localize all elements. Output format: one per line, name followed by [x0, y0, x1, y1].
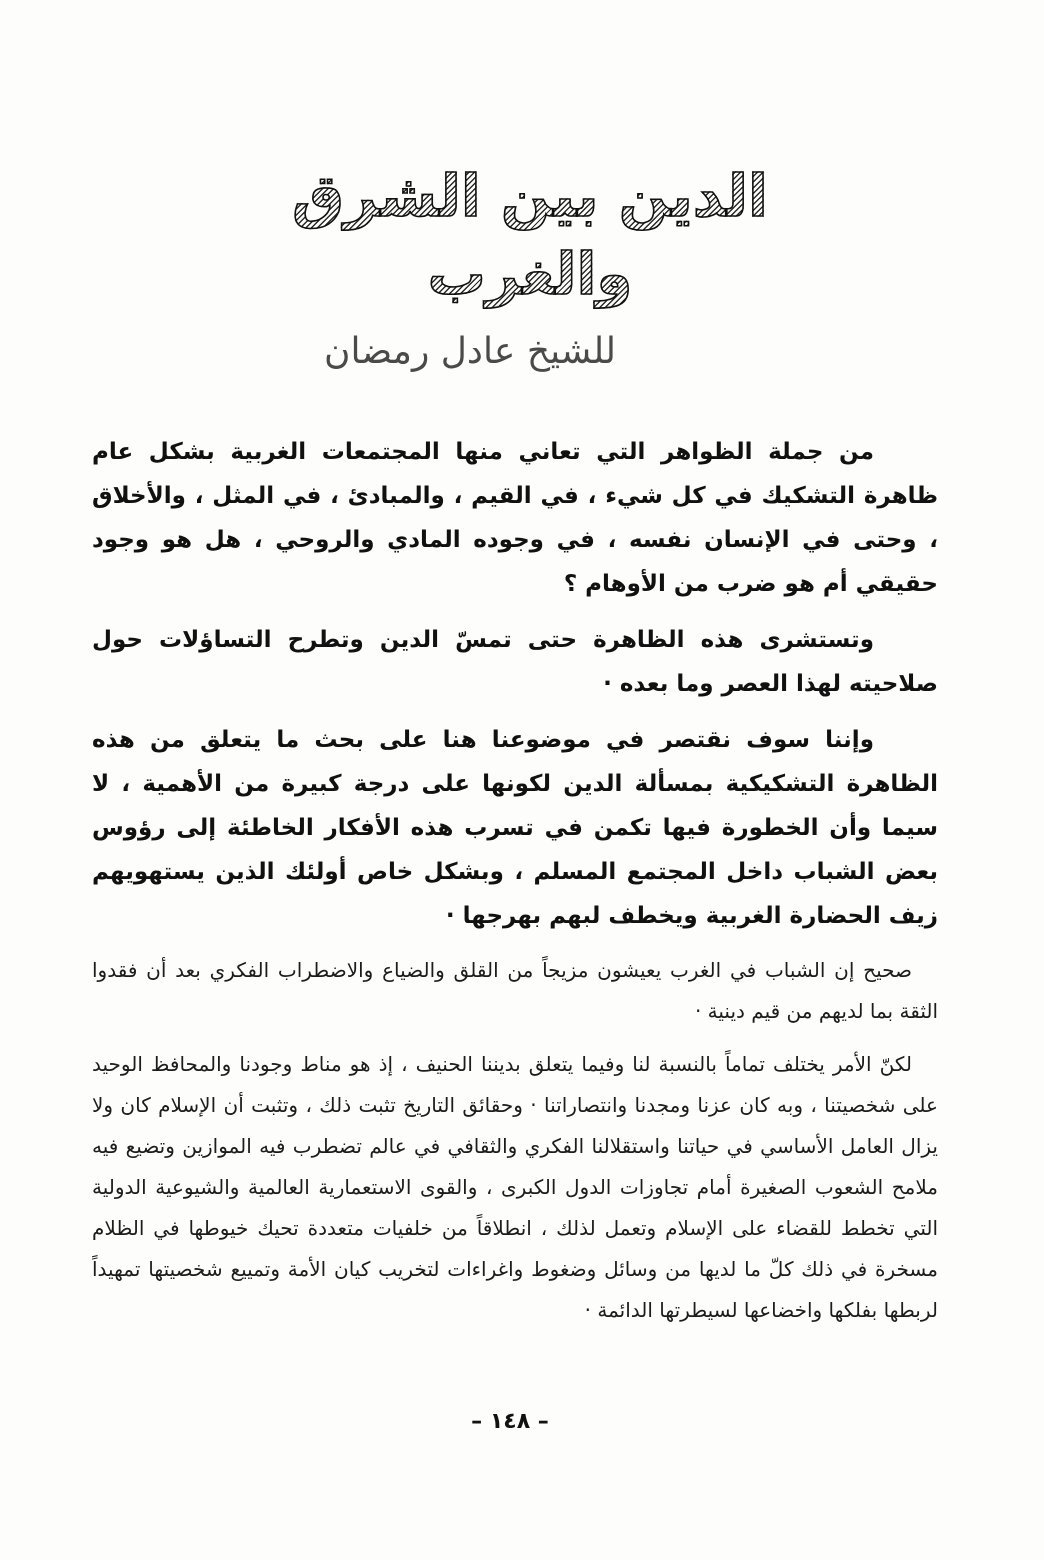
author-line: للشيخ عادل رمضان: [324, 331, 616, 372]
paragraph-4: صحيح إن الشباب في الغرب يعيشون مزيجاً من القلق والضياع والاضطراب الفكري بعد أن فقدوا الثقة بما لديهم من قيم دينية ·: [92, 958, 938, 1023]
article-title: الدين بين الشرق والغرب: [230, 150, 830, 320]
paragraph-5: لكنّ الأمر يختلف تماماً بالنسبة لنا وفيما يتعلق بديننا الحنيف ، إذ هو مناط وجودنا والمحافظ الوحيد على شخصيتنا ، وبه كان عزنا ومجدنا وانتصاراتنا · وحقائق التاريخ تثبت ذلك ، وتثبت أن الإسلام كان ولا يزال العامل الأساسي في حياتنا واستقلالنا الفكري والثقافي في عالم تضطرب فيه الموازين وتضيع فيه ملامح الشعوب الصغيرة أمام تجاوزات الدول الكبرى ، والقوى الاستعمارية العالمية والشيوعية الدولية التي تخطط للقضاء على الإسلام وتعمل لذلك ، انطلاقاً من خلفيات متعددة تحيك خيوطها في الظلام مسخرة في ذلك كلّ ما لديها من وسائل وضغوط واغراءات لتخريب كيان الأمة وتمييع شخصيتها تمهيداً لربطها بفلكها واخضاعها لسيطرتها الدائمة ·: [92, 1052, 938, 1322]
page-number: – ١٤٨ –: [471, 1409, 549, 1434]
paragraph-3: وإننا سوف نقتصر في موضوعنا هنا على بحث ما يتعلق من هذه الظاهرة التشكيكية بمسألة الدين لكونها على درجة كبيرة من الأهمية ، لا سيما وأن الخطورة فيها تكمن في تسرب هذه الأفكار الخاطئة إلى رؤوس بعض الشباب داخل المجتمع المسلم ، وبشكل خاص أولئك الذين يستهويهم زيف الحضارة الغربية ويخطف لبهم بهرجها ·: [92, 727, 938, 929]
paragraph-1: من جملة الظواهر التي تعاني منها المجتمعات الغربية بشكل عام ظاهرة التشكيك في كل شيء ، في القيم ، والمبادئ ، في المثل ، والأخلاق ، وحتى في الإنسان نفسه ، في وجوده المادي والروحي ، هل هو وجود حقيقي أم هو ضرب من الأوهام ؟: [92, 439, 938, 597]
article-body: [92, 430, 938, 1390]
paragraph-2: وتستشرى هذه الظاهرة حتى تمسّ الدين وتطرح التساؤلات حول صلاحيته لهذا العصر وما بعده ·: [92, 627, 938, 697]
